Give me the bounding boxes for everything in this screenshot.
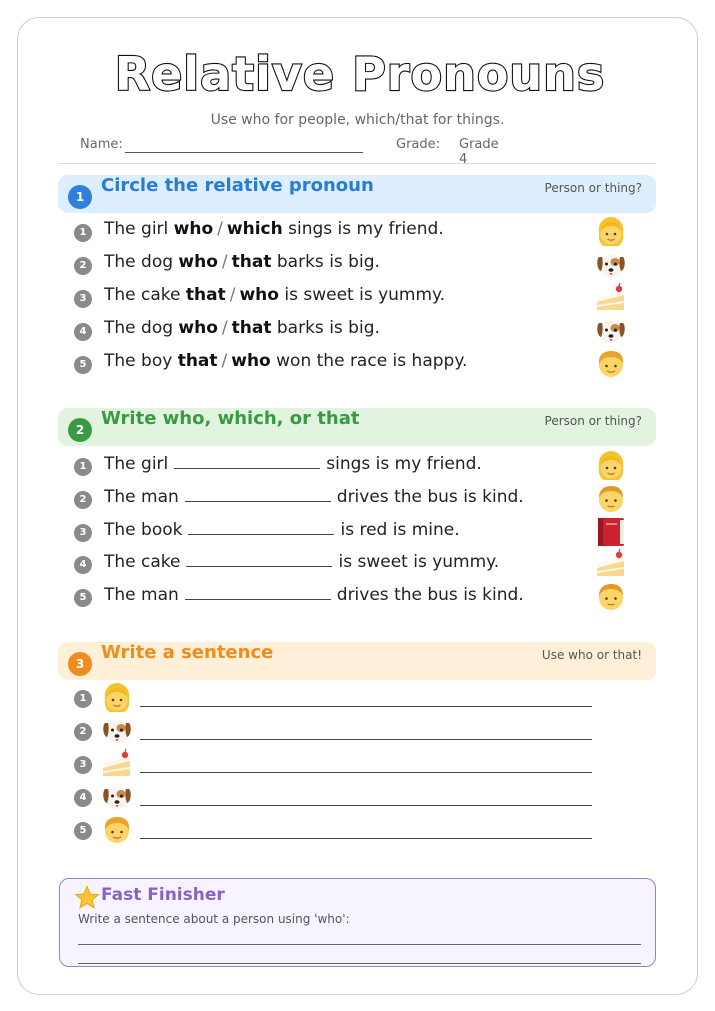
sentence-start: The man — [104, 487, 179, 507]
item-sentence — [104, 453, 482, 474]
man-icon — [594, 580, 628, 614]
option-separator: / — [217, 219, 223, 239]
sentence-end: barks is big. — [276, 318, 380, 338]
name-label: Name: — [80, 137, 123, 152]
dog-icon — [100, 780, 134, 814]
sentence-end: sings is my friend. — [288, 219, 444, 239]
section-title: Write who, which, or that — [101, 408, 360, 429]
item-number: 3 — [74, 756, 92, 774]
cake-icon — [594, 547, 628, 581]
writing-line[interactable] — [140, 739, 592, 740]
pronoun-option[interactable]: that — [177, 351, 218, 371]
man-icon — [594, 482, 628, 516]
writing-line[interactable] — [140, 772, 592, 773]
item-number: 3 — [74, 524, 92, 542]
circle-item — [74, 349, 644, 379]
circle-item — [74, 316, 644, 346]
sentence-start: The boy — [104, 351, 173, 371]
item-number: 5 — [74, 356, 92, 374]
option-separator: / — [221, 252, 228, 272]
section-1-header — [58, 175, 656, 213]
sentence-row — [74, 747, 594, 779]
girl-icon — [100, 681, 134, 715]
fill-item — [74, 451, 644, 481]
section-hint: Use who or that! — [541, 648, 642, 662]
item-sentence — [104, 519, 460, 540]
boy-icon — [594, 347, 628, 381]
section-title: Write a sentence — [101, 642, 274, 663]
answer-blank[interactable] — [188, 519, 334, 535]
sentence-end: is red is mine. — [340, 520, 460, 540]
item-number: 3 — [74, 290, 92, 308]
writing-line[interactable] — [140, 805, 592, 806]
option-separator: / — [221, 351, 228, 371]
item-number: 4 — [74, 323, 92, 341]
circle-item — [74, 250, 644, 280]
sentence-start: The book — [104, 520, 183, 540]
dog-icon — [594, 248, 628, 282]
girl-icon — [594, 215, 628, 249]
option-separator: / — [229, 285, 236, 305]
section-hint: Person or thing? — [544, 414, 642, 428]
sentence-start: The cake — [104, 552, 181, 572]
writing-line[interactable] — [140, 838, 592, 839]
section-number: 1 — [68, 185, 92, 209]
sentence-row — [74, 714, 594, 746]
answer-blank[interactable] — [186, 551, 332, 567]
sentence-end: sings is my friend. — [326, 454, 482, 474]
girl-icon — [594, 449, 628, 483]
sentence-start: The girl — [104, 454, 169, 474]
cake-icon — [100, 747, 134, 781]
grade-label: Grade: — [396, 137, 441, 152]
circle-item — [74, 217, 644, 247]
sentence-start: The dog — [104, 318, 174, 338]
sentence-row — [74, 681, 594, 713]
sentence-end: drives the bus is kind. — [336, 585, 524, 605]
item-number: 1 — [74, 458, 92, 476]
item-sentence — [104, 584, 524, 605]
writing-line[interactable] — [78, 944, 641, 945]
answer-blank[interactable] — [174, 453, 320, 469]
item-number: 2 — [74, 491, 92, 509]
answer-blank[interactable] — [185, 584, 331, 600]
section-number: 2 — [68, 418, 92, 442]
section-hint: Person or thing? — [544, 181, 642, 195]
sentence-start: The girl — [104, 219, 169, 239]
fill-item — [74, 517, 644, 547]
section-title: Circle the relative pronoun — [101, 175, 374, 196]
sentence-end: barks is big. — [276, 252, 380, 272]
section-3-header — [58, 642, 656, 680]
dog-icon — [594, 314, 628, 348]
item-number: 1 — [74, 224, 92, 242]
fast-finisher-box — [59, 878, 656, 967]
item-sentence — [104, 351, 467, 371]
sentence-start: The dog — [104, 252, 174, 272]
star-icon — [74, 885, 100, 911]
book-icon — [594, 515, 628, 549]
pronoun-option[interactable]: that — [185, 285, 226, 305]
item-number: 4 — [74, 789, 92, 807]
section-2-header — [58, 408, 656, 446]
item-number: 5 — [74, 589, 92, 607]
pronoun-option[interactable]: who — [173, 219, 214, 239]
item-number: 2 — [74, 723, 92, 741]
page-title-text: Relative Pronouns — [114, 47, 606, 101]
item-sentence — [104, 551, 499, 572]
subtitle: Use who for people, which/that for things. — [210, 112, 505, 128]
section-number: 3 — [68, 652, 92, 676]
pronoun-option[interactable]: which — [226, 219, 283, 239]
sentence-row — [74, 780, 594, 812]
grade-value: Grade 4 — [459, 137, 499, 167]
fill-item — [74, 549, 644, 579]
fill-item — [74, 484, 644, 514]
item-number: 5 — [74, 822, 92, 840]
circle-item — [74, 283, 644, 313]
item-number: 2 — [74, 257, 92, 275]
pronoun-option[interactable]: who — [231, 351, 271, 371]
sentence-end: is sweet is yummy. — [284, 285, 446, 305]
option-separator: / — [221, 318, 228, 338]
pronoun-option[interactable]: that — [231, 252, 272, 272]
item-sentence — [104, 318, 380, 338]
sentence-row — [74, 813, 594, 845]
writing-line[interactable] — [78, 963, 641, 964]
fast-finisher-prompt: Write a sentence about a person using 'who': — [78, 912, 350, 926]
page-title — [80, 30, 640, 110]
name-field[interactable] — [125, 152, 363, 153]
dog-icon — [100, 714, 134, 748]
item-sentence — [104, 219, 444, 239]
pronoun-option[interactable]: who — [178, 318, 218, 338]
fast-finisher-title: Fast Finisher — [101, 885, 225, 905]
item-number: 1 — [74, 690, 92, 708]
sentence-start: The cake — [104, 285, 181, 305]
boy-icon — [100, 813, 134, 847]
writing-line[interactable] — [140, 706, 592, 707]
pronoun-option[interactable]: who — [178, 252, 218, 272]
item-sentence — [104, 486, 524, 507]
sentence-end: won the race is happy. — [276, 351, 468, 371]
sentence-end: is sweet is yummy. — [338, 552, 500, 572]
fill-item — [74, 582, 644, 612]
cake-icon — [594, 281, 628, 315]
header-divider — [58, 163, 656, 164]
pronoun-option[interactable]: that — [231, 318, 272, 338]
pronoun-option[interactable]: who — [239, 285, 279, 305]
sentence-start: The man — [104, 585, 179, 605]
item-sentence — [104, 285, 445, 305]
answer-blank[interactable] — [185, 486, 331, 502]
item-sentence — [104, 252, 380, 272]
sentence-end: drives the bus is kind. — [336, 487, 524, 507]
item-number: 4 — [74, 556, 92, 574]
